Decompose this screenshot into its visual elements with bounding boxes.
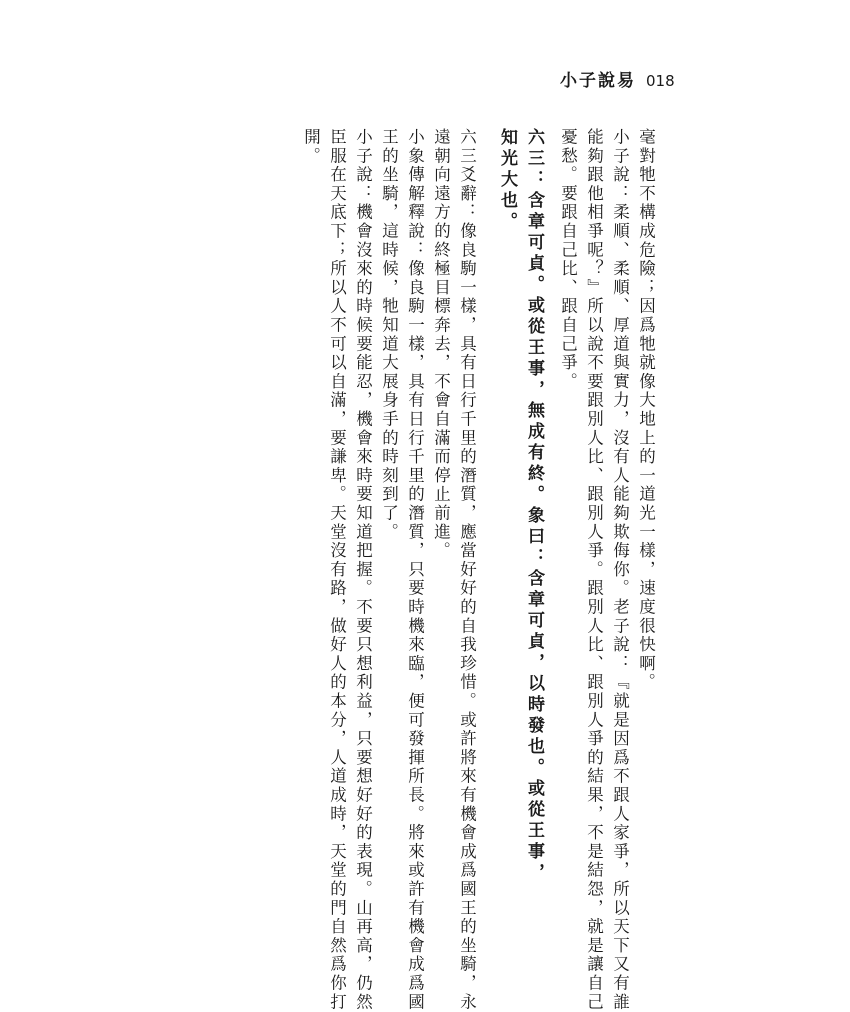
book-title: 小子說易 [560, 71, 636, 91]
hexagram-line-heading-cont: 知光大也。 [497, 128, 517, 233]
text-column-9: 小象傳解釋說：像良駒一樣，具有日行千里的潛質，只要時機來臨，便可發揮所長。將來或許有機會成爲國 [405, 128, 425, 1012]
text-column-13: 開。 [301, 128, 321, 166]
text-column-3: 能夠跟他相爭呢？』所以說不要跟別人比、跟別人爭。跟別人比、跟別人爭的結果，不是結怨，就是讓自己 [584, 128, 604, 1012]
text-column-11: 小子說：機會沒來的時候要能忍，機會來時要知道把握。不要只想利益，只要想好好的表現。山再高，仍然 [353, 128, 373, 1012]
text-column-12: 臣服在天底下；所以人不可以自滿，要謙卑。天堂沒有路，做好人的本分，人道成時，天堂的門自然爲你打 [327, 128, 347, 1012]
hexagram-line-heading: 六三：含章可貞。或從王事，無成有終。象曰：含章可貞，以時發也。或從王事， [524, 128, 544, 884]
text-column-4: 憂愁。要跟自己比、跟自己爭。 [558, 128, 578, 392]
text-column-7: 六三爻辭：像良駒一樣，具有日行千里的潛質，應當好好的自我珍惜。或許將來有機會成爲國王的坐騎，永 [457, 128, 477, 1012]
text-column-8: 遠朝向遠方的終極目標奔去，不會自滿而停止前進。 [431, 128, 451, 561]
text-column-1: 毫對牠不構成危險；因爲牠就像大地上的一道光一樣，速度很快啊。 [636, 128, 656, 692]
page-number: 018 [646, 72, 675, 90]
text-column-10: 王的坐騎，這時候，牠知道大展身手的時刻到了。 [379, 128, 399, 542]
running-header [560, 66, 680, 90]
text-column-2: 小子說：柔順、柔順、厚道與實力，沒有人能夠欺侮你。老子說：『就是因爲不跟人家爭，所以天下又有誰 [610, 128, 630, 1012]
